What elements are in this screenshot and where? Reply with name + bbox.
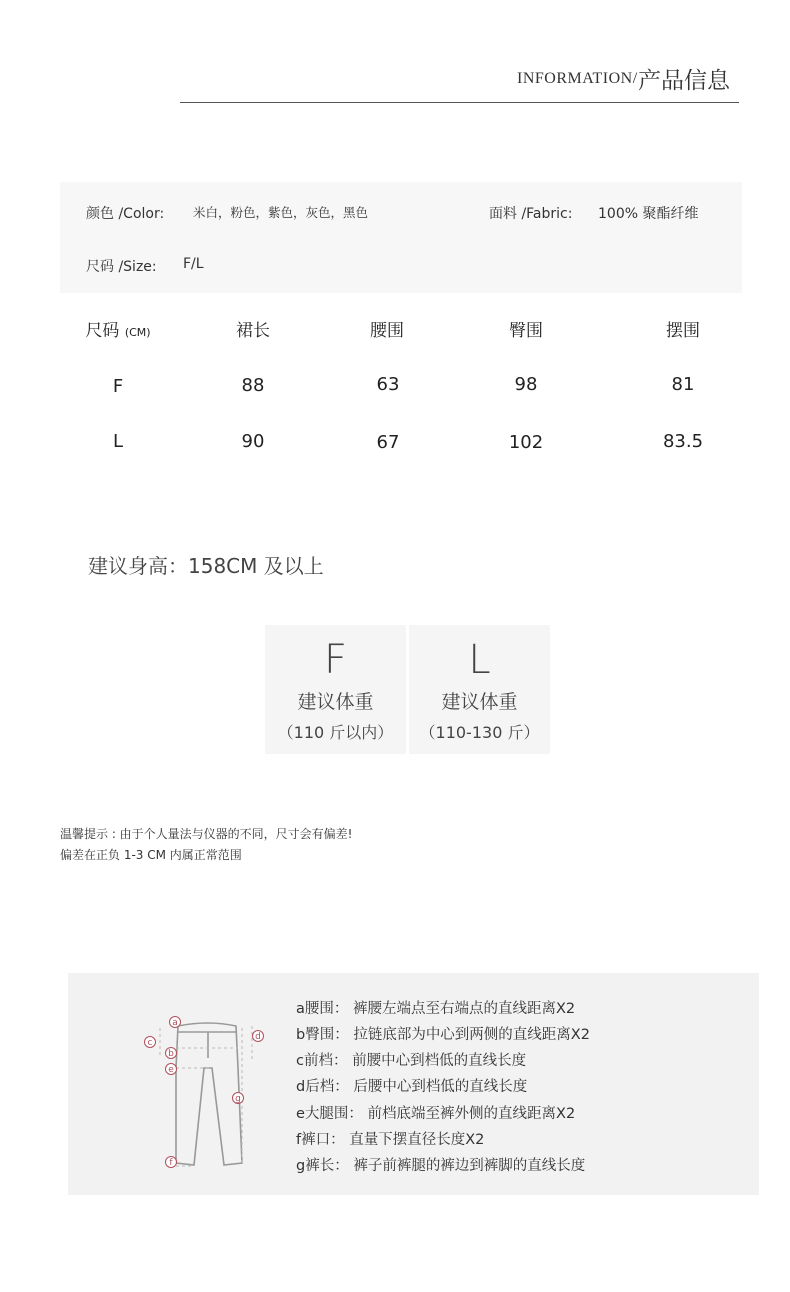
fabric-label: 面料 /Fabric: xyxy=(489,206,573,222)
size-label: 尺码 /Size: xyxy=(86,259,157,275)
marker-e-label: e xyxy=(168,1065,174,1075)
weight-card-l xyxy=(409,625,550,754)
tip-line-2: 偏差在正负 1-3 CM 内属正常范围 xyxy=(60,848,242,862)
trousers-diagram xyxy=(130,1008,290,1178)
size-value: F/L xyxy=(183,256,204,272)
tip-line-1: 温馨提示 : 由于个人量法与仪器的不同，尺寸会有偏差! xyxy=(60,827,353,841)
table-cell: F xyxy=(112,376,124,397)
weight-card-label: 建议体重 xyxy=(297,691,374,713)
header-title-cn: 产品信息 xyxy=(638,68,730,94)
table-cell: 67 xyxy=(376,432,400,453)
marker-d-label: d xyxy=(255,1032,261,1042)
table-header-hem: 摆围 xyxy=(666,321,700,341)
marker-b xyxy=(166,1048,177,1060)
marker-a-label: a xyxy=(172,1018,178,1028)
table-cell: 81 xyxy=(671,374,695,395)
trousers-outline xyxy=(176,1023,242,1165)
table-cell: 88 xyxy=(241,375,265,396)
table-cell: 98 xyxy=(514,374,538,395)
legend-item-g: g裤长： 裤子前裤腿的裤边到裤脚的直线长度 xyxy=(296,1158,586,1174)
table-header-waist: 腰围 xyxy=(370,321,404,341)
marker-f-label: f xyxy=(169,1158,173,1168)
marker-a xyxy=(170,1017,181,1029)
marker-d xyxy=(253,1031,264,1043)
weight-card-size: L xyxy=(468,637,491,683)
table-cell: 63 xyxy=(376,374,400,395)
weight-card-size: F xyxy=(323,637,347,683)
color-label: 颜色 /Color: xyxy=(86,206,165,222)
marker-g xyxy=(233,1093,244,1105)
marker-b-label: b xyxy=(168,1049,174,1059)
marker-c-label: c xyxy=(147,1038,153,1048)
color-value: 米白，粉色，紫色，灰色，黑色 xyxy=(193,205,369,220)
table-cell: L xyxy=(112,431,124,452)
header-title-en: INFORMATION/ xyxy=(517,70,638,87)
legend-item-b: b臀围： 拉链底部为中心到两侧的直线距离X2 xyxy=(296,1027,590,1043)
marker-f xyxy=(166,1157,177,1169)
table-cell: 90 xyxy=(241,431,265,452)
table-header-length: 裙长 xyxy=(236,321,270,341)
marker-g-label: g xyxy=(235,1094,241,1104)
weight-card-range: （110 斤以内） xyxy=(277,723,394,742)
fabric-value: 100% 聚酯纤维 xyxy=(598,206,699,222)
suggested-height: 建议身高：158CM 及以上 xyxy=(88,554,324,578)
legend-item-d: d后档： 后腰中心到档低的直线长度 xyxy=(296,1079,528,1095)
weight-card-f xyxy=(265,625,406,754)
table-header-hip: 臀围 xyxy=(509,321,543,341)
table-cell: 83.5 xyxy=(662,431,704,452)
marker-e xyxy=(166,1064,177,1076)
header-divider xyxy=(180,102,739,103)
legend-item-e: e大腿围： 前档底端至裤外侧的直线距离X2 xyxy=(296,1106,576,1122)
table-header-size: 尺码 (CM) xyxy=(85,321,151,341)
product-info-panel xyxy=(60,182,742,293)
marker-c xyxy=(145,1037,156,1049)
weight-card-label: 建议体重 xyxy=(441,691,518,713)
legend-item-c: c前档： 前腰中心到档低的直线长度 xyxy=(296,1053,527,1069)
legend-item-a: a腰围： 裤腰左端点至右端点的直线距离X2 xyxy=(296,1001,576,1017)
legend-item-f: f裤口： 直量下摆直径长度X2 xyxy=(296,1132,485,1148)
table-header-unit: (CM) xyxy=(124,326,151,339)
weight-card-range: （110-130 斤） xyxy=(419,723,540,742)
table-cell: 102 xyxy=(508,432,544,453)
